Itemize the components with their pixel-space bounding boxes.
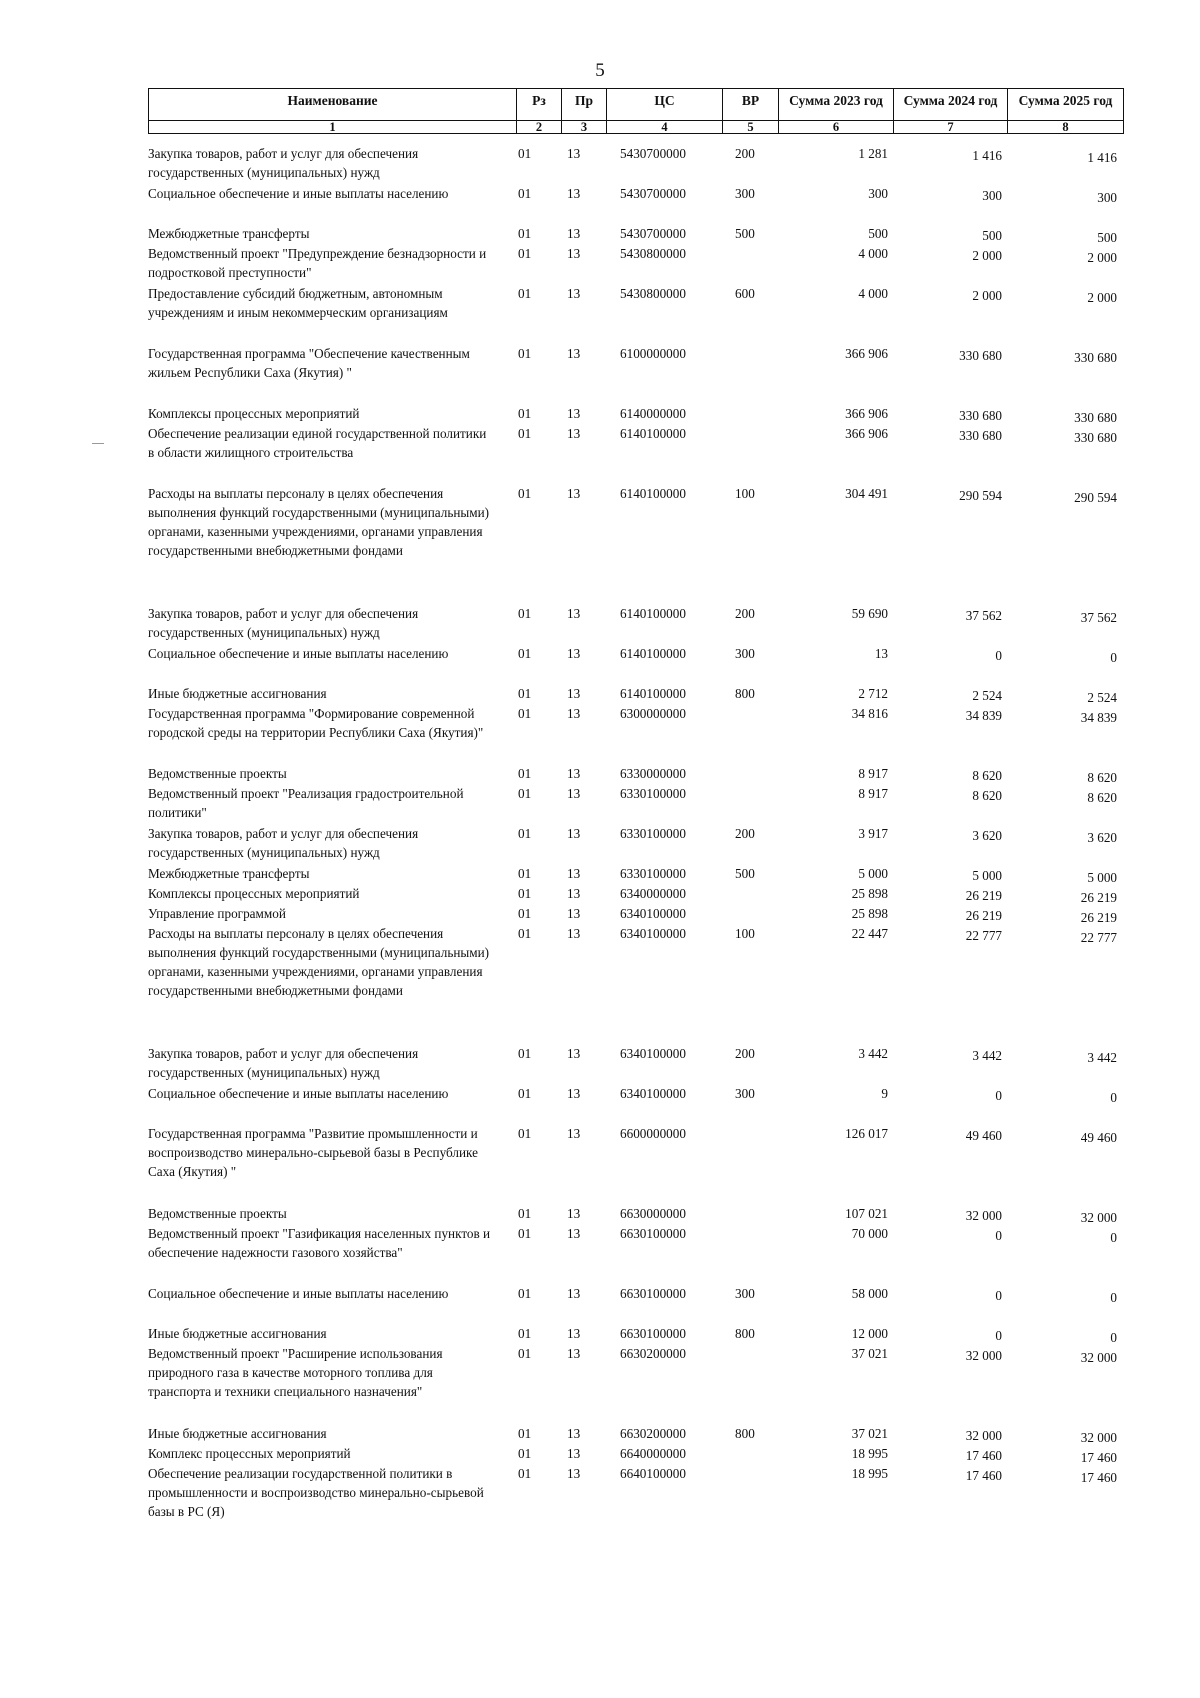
row-vr: 200	[735, 146, 755, 161]
row-sum-2023: 18 995	[851, 1446, 888, 1461]
row-sum-2025: 0	[1110, 650, 1117, 665]
row-cs: 6340100000	[620, 1086, 686, 1101]
row-rz: 01	[518, 1226, 532, 1241]
row-name: Закупка товаров, работ и услуг для обеспечения государственных (муниципальных) нужд	[148, 606, 419, 640]
row-name: Комплекс процессных мероприятий	[148, 1446, 351, 1461]
row-sum-2025: 300	[1097, 190, 1117, 205]
row-pr: 13	[567, 1086, 581, 1101]
header-sum-2024-label: Сумма 2024 год	[903, 93, 998, 108]
row-rz: 01	[518, 1426, 532, 1441]
row-name: Расходы на выплаты персоналу в целях обеспечения выполнения функций государственными (муниципальными) органами, казенными учреждениями, органами управления государственными внебюджетными фондами	[148, 926, 490, 998]
row-cs: 6630100000	[620, 1326, 686, 1341]
header-cs	[607, 89, 723, 133]
row-cs: 6630100000	[620, 1286, 686, 1301]
row-name: Межбюджетные трансферты	[148, 226, 310, 241]
row-pr: 13	[567, 246, 581, 261]
row-sum-2024: 3 442	[972, 1048, 1002, 1063]
header-vr	[723, 89, 779, 133]
row-sum-2023: 25 898	[851, 886, 888, 901]
row-rz: 01	[518, 686, 532, 701]
row-rz: 01	[518, 646, 532, 661]
row-sum-2024: 22 777	[965, 928, 1002, 943]
row-name: Закупка товаров, работ и услуг для обеспечения государственных (муниципальных) нужд	[148, 1046, 419, 1080]
row-sum-2025: 8 620	[1087, 770, 1117, 785]
row-sum-2024: 37 562	[965, 608, 1002, 623]
row-sum-2023: 500	[868, 226, 888, 241]
row-pr: 13	[567, 866, 581, 881]
row-pr: 13	[567, 886, 581, 901]
header-sum-2023-label: Сумма 2023 год	[789, 93, 883, 108]
row-sum-2025: 0	[1110, 1290, 1117, 1305]
row-pr: 13	[567, 486, 581, 501]
row-sum-2023: 58 000	[851, 1286, 888, 1301]
row-pr: 13	[567, 786, 581, 801]
row-sum-2024: 32 000	[965, 1208, 1002, 1223]
row-rz: 01	[518, 926, 532, 941]
row-name: Управление программой	[148, 906, 286, 921]
row-sum-2025: 26 219	[1080, 890, 1117, 905]
row-sum-2023: 18 995	[851, 1466, 888, 1481]
row-sum-2025: 330 680	[1074, 410, 1117, 425]
row-rz: 01	[518, 1286, 532, 1301]
row-sum-2024: 0	[995, 1228, 1002, 1243]
row-cs: 6300000000	[620, 706, 686, 721]
row-rz: 01	[518, 146, 532, 161]
row-pr: 13	[567, 1346, 581, 1361]
header-rz-number: 2	[517, 120, 561, 134]
row-cs: 5430700000	[620, 146, 686, 161]
row-pr: 13	[567, 1286, 581, 1301]
row-name: Иные бюджетные ассигнования	[148, 1426, 327, 1441]
row-vr: 200	[735, 826, 755, 841]
row-name: Ведомственный проект "Предупреждение безнадзорности и подростковой преступности"	[148, 246, 487, 280]
row-pr: 13	[567, 286, 581, 301]
row-sum-2025: 0	[1110, 1230, 1117, 1245]
row-sum-2025: 49 460	[1080, 1130, 1117, 1145]
row-sum-2025: 2 524	[1087, 690, 1117, 705]
row-sum-2024: 330 680	[959, 408, 1002, 423]
row-pr: 13	[567, 826, 581, 841]
row-sum-2025: 22 777	[1080, 930, 1117, 945]
row-pr: 13	[567, 186, 581, 201]
row-sum-2024: 2 000	[972, 248, 1002, 263]
page-number: 5	[595, 60, 605, 81]
row-vr: 500	[735, 866, 755, 881]
row-name: Государственная программа "Развитие промышленности и воспроизводство минерально-сырьевой базы в Республике Саха (Якутия) "	[148, 1126, 478, 1179]
row-pr: 13	[567, 906, 581, 921]
row-pr: 13	[567, 226, 581, 241]
row-sum-2024: 2 000	[972, 288, 1002, 303]
row-name: Социальное обеспечение и иные выплаты населению	[148, 1086, 449, 1101]
header-sum-2025	[1008, 89, 1123, 133]
row-name: Ведомственный проект "Расширение использования природного газа в качестве моторного топлива для транспорта и техники специального назначения"	[148, 1346, 443, 1399]
row-sum-2023: 3 442	[858, 1046, 888, 1061]
row-sum-2023: 4 000	[858, 286, 888, 301]
row-cs: 6600000000	[620, 1126, 686, 1141]
row-sum-2025: 2 000	[1087, 250, 1117, 265]
header-vr-label: ВР	[741, 93, 760, 108]
row-vr: 300	[735, 1086, 755, 1101]
row-sum-2025: 32 000	[1080, 1210, 1117, 1225]
row-pr: 13	[567, 1466, 581, 1481]
row-sum-2023: 126 017	[845, 1126, 888, 1141]
row-vr: 800	[735, 1326, 755, 1341]
header-name-number: 1	[149, 120, 516, 134]
row-cs: 6340000000	[620, 886, 686, 901]
row-rz: 01	[518, 1326, 532, 1341]
row-rz: 01	[518, 1206, 532, 1221]
row-pr: 13	[567, 1046, 581, 1061]
row-pr: 13	[567, 686, 581, 701]
header-sum-2024-number: 7	[894, 120, 1007, 134]
row-sum-2024: 8 620	[972, 768, 1002, 783]
row-sum-2025: 0	[1110, 1090, 1117, 1105]
row-sum-2024: 49 460	[965, 1128, 1002, 1143]
row-name: Социальное обеспечение и иные выплаты населению	[148, 646, 449, 661]
row-sum-2024: 26 219	[965, 888, 1002, 903]
row-name: Расходы на выплаты персоналу в целях обеспечения выполнения функций государственными (муниципальными) органами, казенными учреждениями, органами управления государственными внебюджетными фондами	[148, 486, 490, 558]
row-vr: 200	[735, 606, 755, 621]
row-pr: 13	[567, 1126, 581, 1141]
row-rz: 01	[518, 1466, 532, 1481]
row-sum-2023: 59 690	[851, 606, 888, 621]
row-sum-2024: 17 460	[965, 1468, 1002, 1483]
row-sum-2025: 3 620	[1087, 830, 1117, 845]
row-name: Иные бюджетные ассигнования	[148, 1326, 327, 1341]
row-rz: 01	[518, 406, 532, 421]
row-rz: 01	[518, 186, 532, 201]
row-name: Иные бюджетные ассигнования	[148, 686, 327, 701]
row-sum-2024: 0	[995, 1288, 1002, 1303]
row-sum-2023: 1 281	[858, 146, 888, 161]
row-sum-2023: 366 906	[845, 426, 888, 441]
row-vr: 200	[735, 1046, 755, 1061]
row-vr: 600	[735, 286, 755, 301]
row-pr: 13	[567, 406, 581, 421]
row-sum-2024: 2 524	[972, 688, 1002, 703]
header-name	[149, 89, 517, 133]
header-sum-2023-number: 6	[779, 120, 893, 134]
row-vr: 100	[735, 926, 755, 941]
row-name: Обеспечение реализации государственной политики в промышленности и воспроизводство минерально-сырьевой базы в РС (Я)	[148, 1466, 484, 1519]
row-pr: 13	[567, 646, 581, 661]
row-cs: 6140100000	[620, 606, 686, 621]
row-pr: 13	[567, 1226, 581, 1241]
row-name: Государственная программа "Обеспечение качественным жильем Республики Саха (Якутия) "	[148, 346, 470, 380]
row-sum-2024: 290 594	[959, 488, 1002, 503]
row-sum-2025: 8 620	[1087, 790, 1117, 805]
row-sum-2024: 32 000	[965, 1428, 1002, 1443]
row-sum-2024: 5 000	[972, 868, 1002, 883]
row-cs: 6640000000	[620, 1446, 686, 1461]
header-sum-2024	[894, 89, 1008, 133]
row-rz: 01	[518, 886, 532, 901]
row-name: Ведомственный проект "Газификация населенных пунктов и обеспечение надежности газового хозяйства"	[148, 1226, 491, 1260]
row-sum-2025: 500	[1097, 230, 1117, 245]
row-cs: 5430700000	[620, 186, 686, 201]
row-pr: 13	[567, 1426, 581, 1441]
header-cs-number: 4	[607, 120, 722, 134]
row-cs: 6140000000	[620, 406, 686, 421]
row-cs: 6330100000	[620, 786, 686, 801]
row-sum-2023: 70 000	[851, 1226, 888, 1241]
row-name: Государственная программа "Формирование современной городской среды на территории Республики Саха (Якутия)"	[148, 706, 484, 740]
row-vr: 800	[735, 686, 755, 701]
row-pr: 13	[567, 426, 581, 441]
row-name: Межбюджетные трансферты	[148, 866, 310, 881]
row-rz: 01	[518, 1126, 532, 1141]
row-rz: 01	[518, 866, 532, 881]
row-name: Комплексы процессных мероприятий	[148, 886, 360, 901]
row-cs: 6140100000	[620, 426, 686, 441]
row-sum-2023: 12 000	[851, 1326, 888, 1341]
row-cs: 6630200000	[620, 1346, 686, 1361]
row-sum-2025: 330 680	[1074, 350, 1117, 365]
row-cs: 6330000000	[620, 766, 686, 781]
row-pr: 13	[567, 1326, 581, 1341]
row-sum-2024: 0	[995, 1328, 1002, 1343]
row-pr: 13	[567, 606, 581, 621]
row-pr: 13	[567, 1446, 581, 1461]
row-name: Ведомственные проекты	[148, 1206, 287, 1221]
row-sum-2024: 330 680	[959, 428, 1002, 443]
header-sum-2025-number: 8	[1008, 120, 1123, 134]
row-name: Ведомственный проект "Реализация градостроительной политики"	[148, 786, 464, 820]
row-vr: 300	[735, 646, 755, 661]
row-sum-2023: 366 906	[845, 406, 888, 421]
row-rz: 01	[518, 246, 532, 261]
row-vr: 300	[735, 186, 755, 201]
header-pr-number: 3	[562, 120, 606, 134]
row-rz: 01	[518, 486, 532, 501]
row-name: Предоставление субсидий бюджетным, автономным учреждениям и иным некоммерческим организациям	[148, 286, 448, 320]
row-sum-2025: 290 594	[1074, 490, 1117, 505]
row-sum-2023: 22 447	[851, 926, 888, 941]
row-cs: 6630200000	[620, 1426, 686, 1441]
row-pr: 13	[567, 766, 581, 781]
header-name-label: Наименование	[287, 93, 378, 108]
row-sum-2025: 5 000	[1087, 870, 1117, 885]
row-sum-2023: 300	[868, 186, 888, 201]
row-cs: 5430800000	[620, 246, 686, 261]
row-sum-2024: 3 620	[972, 828, 1002, 843]
row-cs: 6140100000	[620, 486, 686, 501]
row-cs: 6630000000	[620, 1206, 686, 1221]
row-rz: 01	[518, 786, 532, 801]
row-sum-2025: 26 219	[1080, 910, 1117, 925]
row-sum-2023: 4 000	[858, 246, 888, 261]
header-vr-number: 5	[723, 120, 778, 134]
header-rz	[517, 89, 562, 133]
row-sum-2023: 366 906	[845, 346, 888, 361]
row-sum-2023: 8 917	[858, 786, 888, 801]
row-sum-2025: 32 000	[1080, 1430, 1117, 1445]
row-sum-2025: 32 000	[1080, 1350, 1117, 1365]
margin-mark	[92, 443, 104, 444]
header-sum-2023	[779, 89, 894, 133]
row-cs: 6100000000	[620, 346, 686, 361]
row-sum-2023: 2 712	[858, 686, 888, 701]
row-name: Закупка товаров, работ и услуг для обеспечения государственных (муниципальных) нужд	[148, 146, 419, 180]
row-pr: 13	[567, 706, 581, 721]
row-name: Комплексы процессных мероприятий	[148, 406, 360, 421]
row-rz: 01	[518, 766, 532, 781]
row-name: Социальное обеспечение и иные выплаты населению	[148, 186, 449, 201]
row-sum-2025: 0	[1110, 1330, 1117, 1345]
row-rz: 01	[518, 286, 532, 301]
row-cs: 6630100000	[620, 1226, 686, 1241]
row-sum-2024: 32 000	[965, 1348, 1002, 1363]
row-name: Ведомственные проекты	[148, 766, 287, 781]
row-sum-2025: 1 416	[1087, 150, 1117, 165]
row-cs: 6330100000	[620, 826, 686, 841]
row-rz: 01	[518, 1446, 532, 1461]
row-rz: 01	[518, 426, 532, 441]
row-cs: 6340100000	[620, 906, 686, 921]
row-pr: 13	[567, 146, 581, 161]
row-sum-2025: 330 680	[1074, 430, 1117, 445]
row-sum-2025: 37 562	[1080, 610, 1117, 625]
row-rz: 01	[518, 906, 532, 921]
row-sum-2024: 26 219	[965, 908, 1002, 923]
row-sum-2023: 37 021	[851, 1346, 888, 1361]
row-sum-2023: 25 898	[851, 906, 888, 921]
row-vr: 500	[735, 226, 755, 241]
row-sum-2025: 2 000	[1087, 290, 1117, 305]
row-rz: 01	[518, 226, 532, 241]
row-rz: 01	[518, 1086, 532, 1101]
header-pr	[562, 89, 607, 133]
row-sum-2023: 5 000	[858, 866, 888, 881]
header-sum-2025-label: Сумма 2025 год	[1018, 93, 1113, 108]
row-name: Социальное обеспечение и иные выплаты населению	[148, 1286, 449, 1301]
table-header	[148, 88, 1124, 134]
row-rz: 01	[518, 606, 532, 621]
row-sum-2023: 37 021	[851, 1426, 888, 1441]
row-sum-2023: 9	[881, 1086, 888, 1101]
row-sum-2023: 304 491	[845, 486, 888, 501]
header-pr-label: Пр	[574, 93, 593, 108]
row-sum-2025: 34 839	[1080, 710, 1117, 725]
row-pr: 13	[567, 926, 581, 941]
row-rz: 01	[518, 1346, 532, 1361]
row-rz: 01	[518, 706, 532, 721]
row-sum-2025: 17 460	[1080, 1450, 1117, 1465]
row-cs: 6140100000	[620, 686, 686, 701]
row-cs: 6340100000	[620, 926, 686, 941]
row-name: Обеспечение реализации единой государственной политики в области жилищного строительства	[148, 426, 487, 460]
row-sum-2024: 500	[982, 228, 1002, 243]
header-cs-label: ЦС	[654, 93, 675, 108]
row-sum-2023: 34 816	[851, 706, 888, 721]
row-vr: 800	[735, 1426, 755, 1441]
row-sum-2024: 1 416	[972, 148, 1002, 163]
row-cs: 5430800000	[620, 286, 686, 301]
row-rz: 01	[518, 826, 532, 841]
row-vr: 300	[735, 1286, 755, 1301]
row-cs: 6340100000	[620, 1046, 686, 1061]
row-cs: 6140100000	[620, 646, 686, 661]
row-sum-2024: 330 680	[959, 348, 1002, 363]
row-sum-2025: 17 460	[1080, 1470, 1117, 1485]
row-sum-2023: 13	[874, 646, 888, 661]
row-sum-2023: 107 021	[845, 1206, 888, 1221]
row-sum-2025: 3 442	[1087, 1050, 1117, 1065]
row-sum-2023: 3 917	[858, 826, 888, 841]
row-sum-2023: 8 917	[858, 766, 888, 781]
row-cs: 5430700000	[620, 226, 686, 241]
row-name: Закупка товаров, работ и услуг для обеспечения государственных (муниципальных) нужд	[148, 826, 419, 860]
header-rz-label: Рз	[532, 93, 546, 108]
row-cs: 6330100000	[620, 866, 686, 881]
row-sum-2024: 17 460	[965, 1448, 1002, 1463]
row-sum-2024: 300	[982, 188, 1002, 203]
row-sum-2024: 34 839	[965, 708, 1002, 723]
row-vr: 100	[735, 486, 755, 501]
row-sum-2024: 8 620	[972, 788, 1002, 803]
row-sum-2024: 0	[995, 648, 1002, 663]
row-pr: 13	[567, 346, 581, 361]
row-rz: 01	[518, 346, 532, 361]
row-sum-2024: 0	[995, 1088, 1002, 1103]
row-pr: 13	[567, 1206, 581, 1221]
row-rz: 01	[518, 1046, 532, 1061]
row-cs: 6640100000	[620, 1466, 686, 1481]
